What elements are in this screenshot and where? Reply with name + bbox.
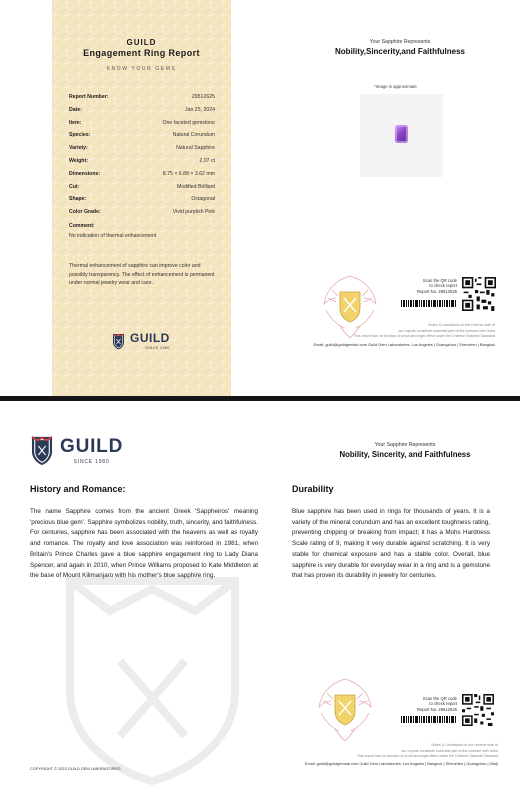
history-heading: History and Romance: bbox=[30, 484, 126, 494]
represents-label: Your Sapphire Represents bbox=[369, 39, 431, 45]
field-value: Jan 25, 2024 bbox=[185, 106, 215, 113]
history-text: The name Sapphire comes from the ancient Greek 'Sappheiros' meaning 'precious blue gem'. Sapphire symbolizes nobility, truth, sincerity, and faithfulness. For centuries, sapphire has been associated with the heavens as well as royalty and romance. The royalty and love association was reinforced in 1981, when Britain's Prince Charles gave a blue sapphire engagement ring to Lady Diana Spencer, and again in 2010, when Prince Williams proposed to Kate Middleton at the base of Mount Kilimanjaro with his mother's blue sapphire ring. bbox=[30, 508, 258, 580]
qr-line-2: to check report bbox=[429, 701, 457, 707]
field-label: Cut: bbox=[69, 183, 80, 190]
logo-wordmark: GUILD bbox=[130, 331, 170, 345]
notes-line: This report has no function of proof and legal effect under the Chinese National Standard bbox=[356, 754, 498, 758]
represents-heading: Nobility, Sincerity, and Faithfulness bbox=[339, 450, 471, 459]
durability-text: Blue sapphire has been used in rings for thousands of years. It is a variety of the mineral corundum and has an excellent toughness rating, preventing chipping or breaking from impact; it has a Mohs Hardness Scale rating of 9, making it very durable against scratching. It is very stable for chemical exposure and has a stable color. Overall, blue sapphire is very durable for everyday wear in a ring and is a gemstone that has proven its durability in jewelry for centuries. bbox=[292, 508, 490, 580]
guild-logo-large bbox=[30, 435, 123, 466]
qr-code-icon[interactable] bbox=[462, 694, 494, 726]
report-front-spread bbox=[0, 0, 520, 396]
logo-wordmark: GUILD bbox=[60, 435, 124, 457]
notes-line: This report has no function of proof and legal effect under the Chinese National Standard bbox=[353, 334, 495, 338]
copyright: COPYRIGHT © 2023 GUILD GEM LABORATORIES bbox=[30, 766, 121, 771]
qr-report-number: Report No. 29512625 bbox=[416, 706, 457, 712]
notes-line: Notes & Limitations on the reverse side of bbox=[428, 323, 495, 327]
field-value: 29512625 bbox=[191, 94, 215, 100]
field-label: Shape: bbox=[69, 196, 87, 203]
shield-watermark-icon bbox=[60, 571, 245, 786]
qr-instructions bbox=[402, 278, 457, 294]
field-value: Natural Sapphire bbox=[176, 145, 215, 152]
report-back-spread bbox=[0, 401, 520, 798]
notes-limitations bbox=[280, 743, 498, 760]
field-value: One faceted gemstone bbox=[162, 119, 215, 126]
field-value: Natural Corundum bbox=[172, 132, 215, 139]
field-label: Variety: bbox=[69, 145, 88, 152]
notes-line: our reports constitute essential part of the contract with Guild bbox=[398, 328, 495, 333]
report-card-panel bbox=[52, 0, 231, 396]
represents-label: Your Sapphire Represents bbox=[374, 442, 436, 448]
comment-text: No indication of thermal enhancement bbox=[69, 233, 157, 239]
logo-since: SINCE 1980 bbox=[73, 458, 110, 465]
qr-report-number: Report No. 29512625 bbox=[416, 288, 457, 294]
contact-line: Email: guild@guildgemlab.com Guild Gem Laboratories: Los Angeles | Guangzhou | Shenzhen | Bangkok bbox=[313, 342, 495, 347]
field-label: Dimensions: bbox=[69, 170, 101, 177]
guild-shield-icon bbox=[112, 333, 125, 350]
report-fields bbox=[69, 94, 215, 222]
eagle-seal-icon bbox=[313, 673, 377, 743]
field-row bbox=[69, 158, 215, 171]
enhancement-note: Thermal enhancement of sapphire can improve color and possibly transparency. The effect of enhancement is permanent under normal jewelry wear and care. bbox=[69, 263, 215, 287]
guild-shield-icon bbox=[30, 435, 54, 466]
field-label: Date: bbox=[69, 106, 82, 113]
field-label: Report Number: bbox=[69, 94, 109, 100]
represents-block bbox=[290, 39, 510, 56]
field-row bbox=[69, 145, 215, 158]
field-label: Species: bbox=[69, 132, 91, 139]
field-value: Vivid purplish Pink bbox=[172, 209, 215, 216]
field-row bbox=[69, 196, 215, 209]
notes-line: Notes & Limitations on the reverse side of bbox=[431, 743, 498, 747]
field-row bbox=[69, 171, 215, 184]
field-row bbox=[69, 132, 215, 145]
barcode-icon bbox=[401, 716, 457, 723]
qr-line-2: to check report bbox=[429, 283, 457, 289]
qr-line-1: Scan the QR code bbox=[422, 278, 457, 283]
field-value: Modified Brilliant bbox=[176, 183, 215, 190]
report-header bbox=[52, 38, 231, 72]
gemstone-image bbox=[395, 125, 408, 143]
logo-since: SINCE 1980 bbox=[145, 346, 170, 350]
report-tagline: KNOW YOUR GEMS bbox=[106, 66, 177, 72]
field-row bbox=[69, 209, 215, 222]
report-title: Engagement Ring Report bbox=[83, 48, 200, 58]
barcode-icon bbox=[401, 300, 457, 307]
notes-line: our reports constitute essential part of the contract with Guild bbox=[401, 748, 498, 753]
durability-heading: Durability bbox=[292, 484, 334, 494]
field-row bbox=[69, 184, 215, 197]
field-value: 8.75 × 6.88 × 3.62 mm bbox=[162, 170, 215, 177]
field-row bbox=[69, 107, 215, 120]
qr-instructions bbox=[401, 696, 457, 712]
comment-label: Comment: bbox=[69, 223, 95, 229]
field-value: 2.07 ct bbox=[199, 157, 215, 164]
represents-block bbox=[300, 442, 510, 459]
report-brand: GUILD bbox=[126, 38, 157, 47]
field-label: Item: bbox=[69, 119, 82, 126]
represents-heading: Nobility,Sincerity,and Faithfulness bbox=[335, 47, 465, 56]
guild-logo-small bbox=[112, 332, 170, 350]
field-row bbox=[69, 94, 215, 107]
field-row bbox=[69, 120, 215, 133]
field-label: Weight: bbox=[69, 157, 88, 164]
gem-photo bbox=[360, 94, 443, 177]
notes-limitations bbox=[280, 323, 495, 340]
qr-line-1: Scan the QR code bbox=[422, 696, 457, 701]
field-label: Color Grade: bbox=[69, 209, 101, 216]
field-value: Octagonal bbox=[191, 196, 215, 203]
contact-line: Email: guild@guildgemlab.com Guild Gem Laboratories: Los Angeles | Bangkok | Shenzhen | Guangzhou | Zhuji bbox=[304, 761, 498, 766]
image-approx-note: *Image is approximate bbox=[374, 84, 417, 89]
qr-code-icon[interactable] bbox=[462, 277, 496, 311]
